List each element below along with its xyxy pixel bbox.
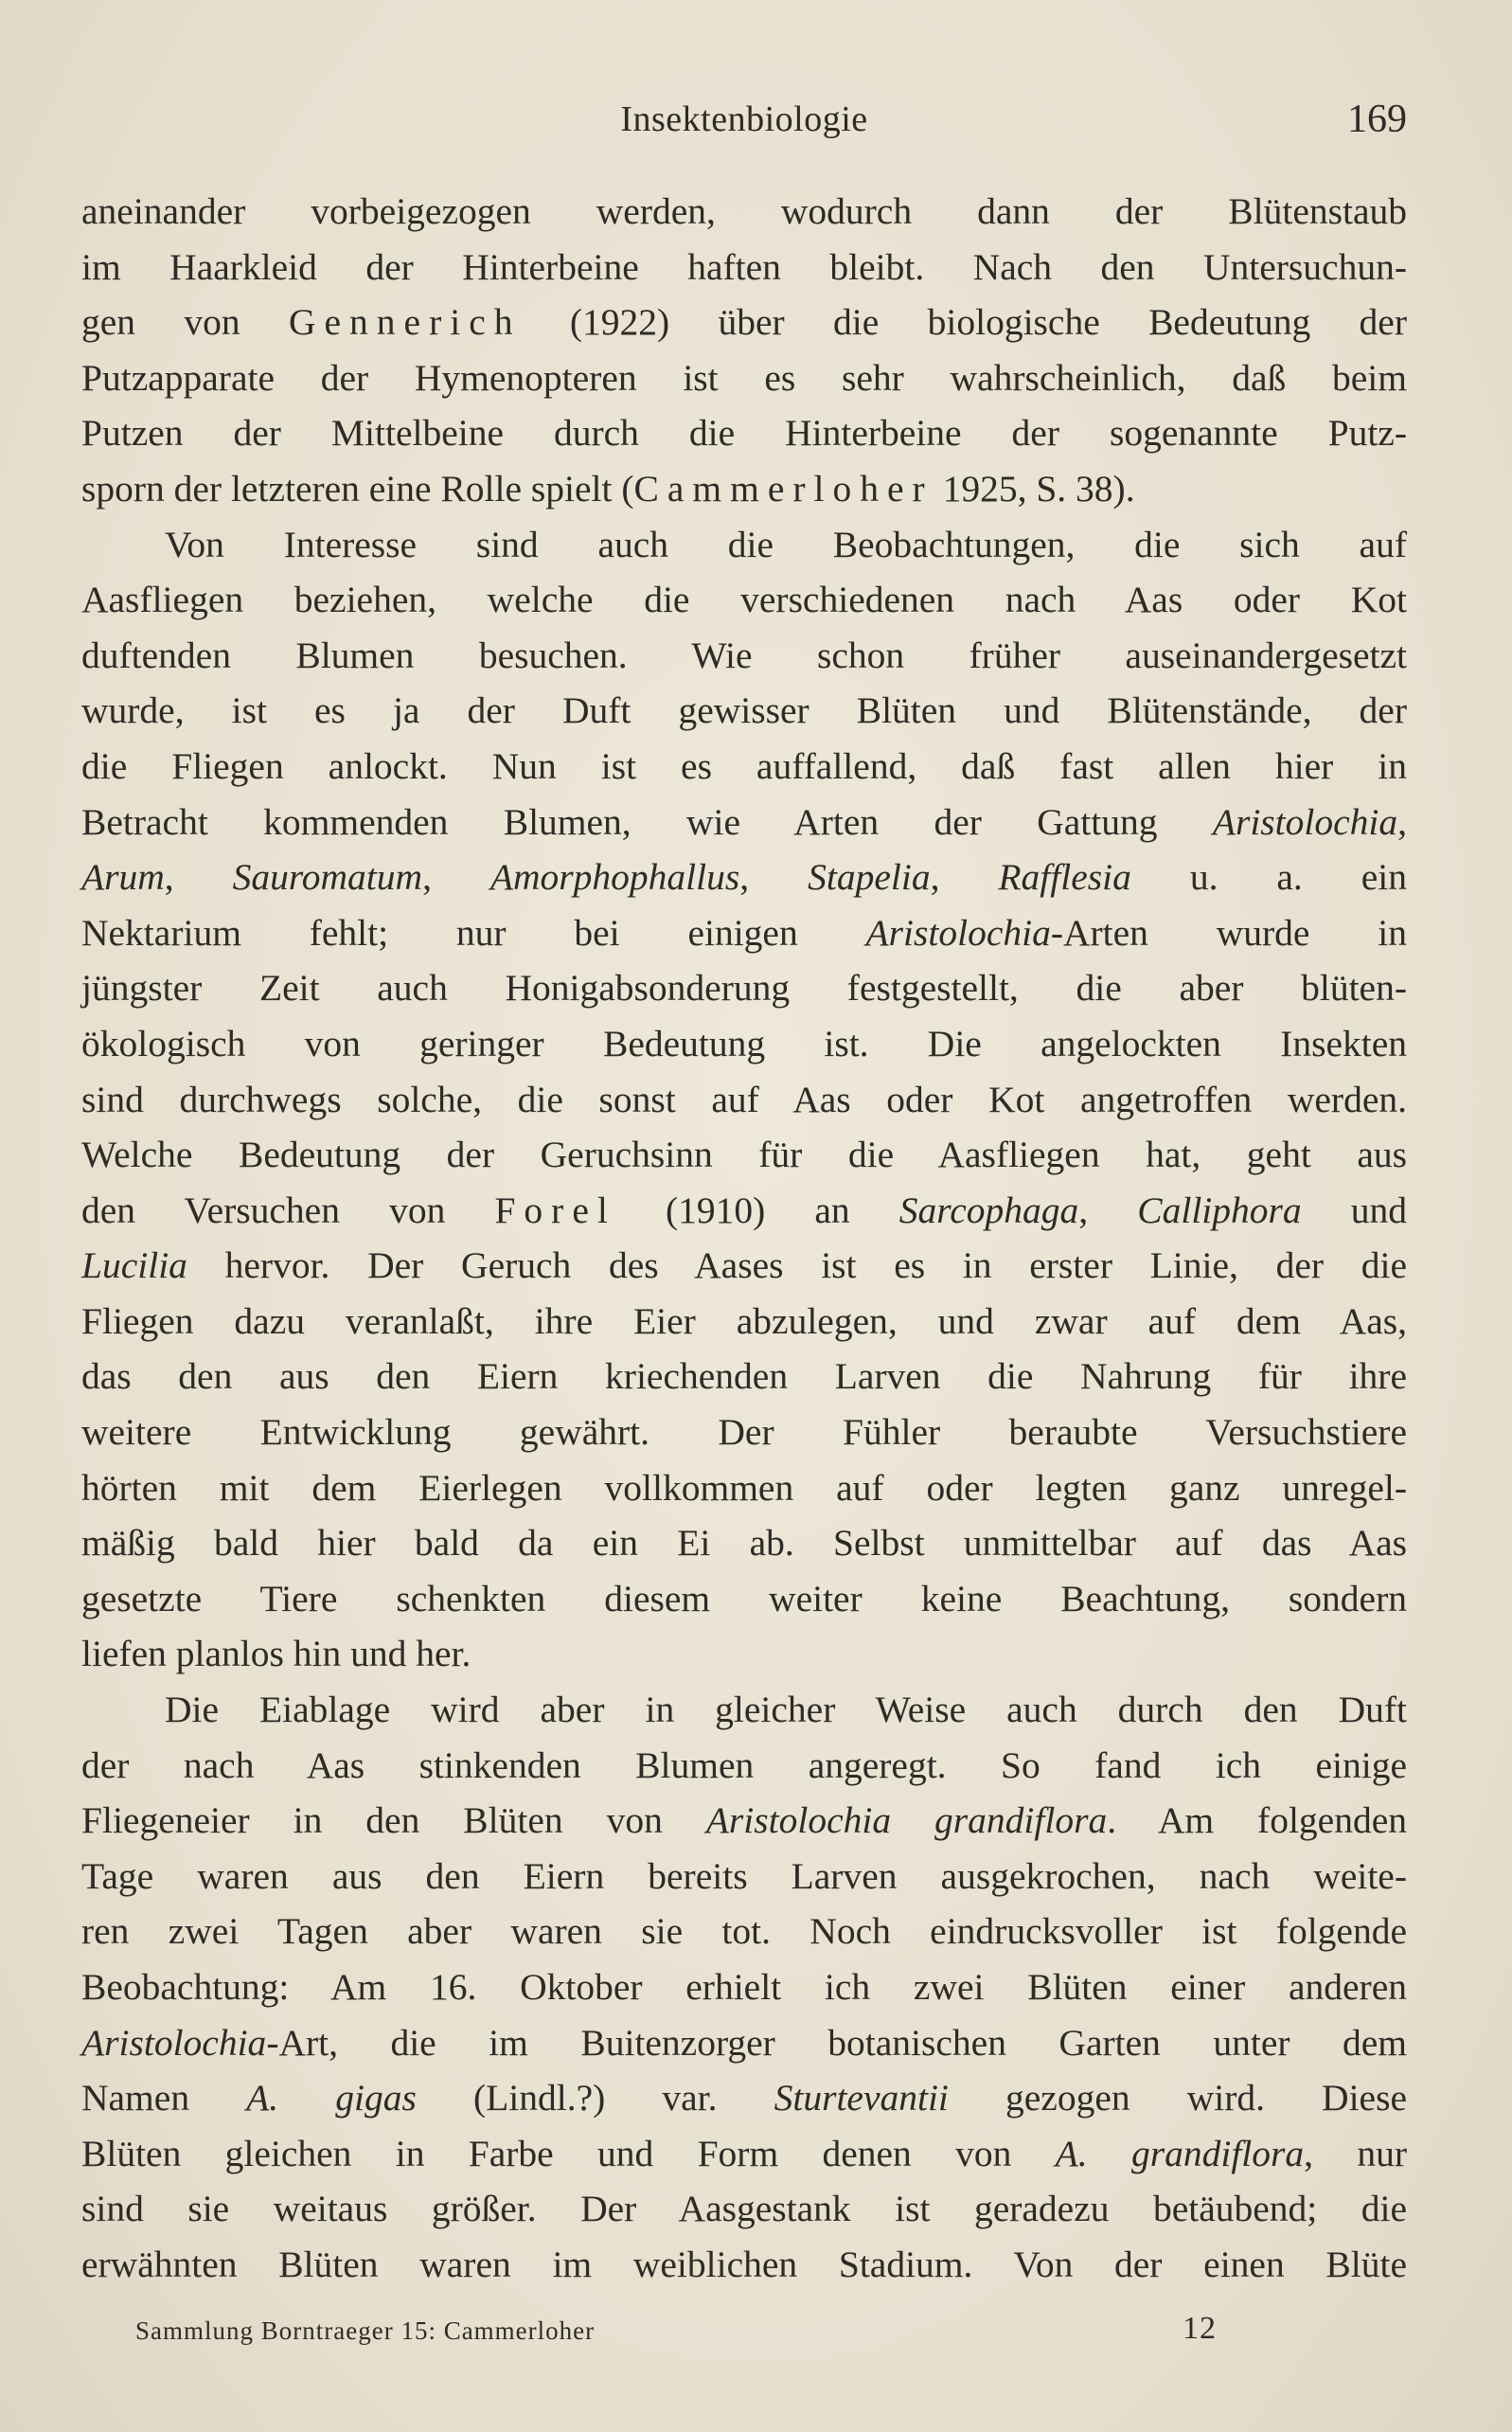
- text-line: [81, 1904, 1407, 1959]
- italic-taxon: Sarcophaga: [898, 1189, 1079, 1231]
- page-header: [81, 95, 1407, 155]
- text-run: hörten mit dem Eierlegen vollkommen auf oder legten ganz unregel-: [81, 1466, 1407, 1509]
- text-line: [81, 1349, 1407, 1404]
- text-line: [81, 2181, 1407, 2237]
- text-run: im Haarkleid der Hinterbeine haften bleibt. Nach den Untersuchun-: [81, 245, 1407, 288]
- text-line: [81, 295, 1407, 350]
- text-line: [81, 1238, 1407, 1294]
- italic-taxon: A. grandiflora: [1055, 2132, 1305, 2174]
- text-run: (1922) über die biologische Bedeutung der: [521, 301, 1407, 344]
- running-title: Insektenbiologie: [620, 99, 868, 139]
- text-line: [81, 849, 1407, 905]
- text-run: das den aus den Eiern kriechenden Larven die Nahrung für ihre: [81, 1355, 1407, 1398]
- text-line: [81, 1515, 1407, 1571]
- text-run: sind durchwegs solche, die sonst auf Aas oder Kot angetroffen werden.: [81, 1078, 1407, 1120]
- italic-taxon: Calliphora: [1137, 1189, 1302, 1231]
- italic-taxon: A. gigas: [246, 2077, 417, 2119]
- text-run: ökologisch von geringer Bedeutung ist. Die angelockten Insekten: [81, 1022, 1407, 1064]
- italic-taxon: Amorphophallus: [489, 856, 740, 899]
- text-run: Nektarium fehlt; nur bei einigen: [81, 911, 866, 954]
- text-run: wurde, ist es ja der Duft gewisser Blüten und Blütenstände, der: [81, 689, 1407, 732]
- spaced-author-name: Gennerich: [288, 301, 522, 344]
- text-run: mäßig bald hier bald da ein Ei ab. Selbst unmittelbar auf das Aas: [81, 1522, 1407, 1565]
- text-run: ,: [1397, 800, 1407, 843]
- page-number: 169: [1347, 98, 1407, 141]
- text-run: Die Eiablage wird aber in gleicher Weise auch durch den Duft: [165, 1689, 1407, 1731]
- text-run: . Am folgenden: [1107, 1799, 1407, 1842]
- text-run: liefen planlos hin und her.: [81, 1633, 471, 1675]
- text-run: der nach Aas stinkenden Blumen angeregt. So fand ich einige: [81, 1744, 1407, 1786]
- text-run: gen von: [81, 301, 289, 344]
- text-line: [81, 1183, 1407, 1239]
- text-run: den Versuchen von: [81, 1189, 495, 1231]
- text-run: gezogen wird. Diese: [948, 2077, 1407, 2119]
- text-line: [81, 461, 1407, 517]
- text-run: aneinander vorbeigezogen werden, wodurch dann der Blütenstaub: [81, 190, 1407, 232]
- text-line: [81, 1460, 1407, 1516]
- text-run: Von Interesse sind auch die Beobachtungen, die sich auf: [165, 523, 1407, 565]
- italic-taxon: Lucilia: [81, 1244, 187, 1287]
- text-run: u. a. ein: [1130, 856, 1408, 899]
- text-run: Blüten gleichen in Farbe und Form denen von: [81, 2132, 1056, 2174]
- text-run: , nur: [1304, 2132, 1407, 2174]
- text-run: (Lindl.?) var.: [416, 2077, 774, 2119]
- spaced-author-name: Cammerloher: [633, 467, 934, 510]
- text-run: sind sie weitaus größer. Der Aasgestank ist geradezu betäubend; die: [81, 2188, 1407, 2230]
- text-run: Beobachtung: Am 16. Oktober erhielt ich zwei Blüten einer anderen: [81, 1966, 1407, 2008]
- italic-taxon: Sauromatum: [232, 856, 423, 899]
- text-run: Aasfliegen beziehen, welche die verschiedenen nach Aas oder Kot: [81, 579, 1407, 621]
- text-run: Welche Bedeutung der Geruchsinn für die Aasfliegen hat, geht aus: [81, 1134, 1407, 1176]
- text-run: gesetzte Tiere schenkten diesem weiter keine Beachtung, sondern: [81, 1577, 1407, 1619]
- text-line: [81, 572, 1407, 628]
- text-line: [81, 2015, 1407, 2071]
- text-run: ,: [739, 856, 809, 899]
- text-run: -Art, die im Buitenzorger botanischen Garten unter dem: [266, 2021, 1407, 2064]
- text-line: [81, 350, 1407, 406]
- text-line: [81, 1404, 1407, 1460]
- italic-taxon: Aristolochia: [81, 2021, 267, 2064]
- text-line: [81, 2126, 1407, 2182]
- text-line: [81, 405, 1407, 461]
- italic-taxon: Arum: [81, 856, 165, 899]
- text-run: Namen: [81, 2077, 247, 2119]
- italic-taxon: Aristolochia: [865, 911, 1051, 954]
- body-text: [81, 184, 1407, 2293]
- text-line: [81, 2070, 1407, 2126]
- text-run: -Arten wurde in: [1050, 911, 1407, 954]
- text-line: [81, 1294, 1407, 1350]
- text-line: [81, 184, 1407, 240]
- text-run: Betracht kommenden Blumen, wie Arten der Gattung: [81, 800, 1213, 843]
- text-line: [81, 905, 1407, 961]
- italic-taxon: Stapelia: [808, 856, 931, 899]
- text-line: [81, 1793, 1407, 1849]
- text-line: [81, 795, 1407, 850]
- footer-series-title: Sammlung Borntraeger 15: Cammerloher: [135, 2316, 596, 2345]
- text-line: [81, 683, 1407, 739]
- text-run: (1910) an: [615, 1189, 899, 1231]
- text-run: 1925, S. 38).: [933, 467, 1135, 510]
- text-run: erwähnten Blüten waren im weiblichen Stadium. Von der einen Blüte: [81, 2243, 1407, 2285]
- text-run: und: [1301, 1189, 1408, 1231]
- spaced-author-name: Forel: [494, 1189, 616, 1231]
- text-run: Putzapparate der Hymenopteren ist es sehr wahrscheinlich, daß beim: [81, 356, 1407, 399]
- text-run: ,: [422, 856, 490, 899]
- text-run: Putzen der Mittelbeine durch die Hinterbeine der sogenannte Putz-: [81, 412, 1407, 455]
- text-run: ren zwei Tagen aber waren sie tot. Noch eindrucksvoller ist folgende: [81, 1910, 1407, 1953]
- text-run: weitere Entwicklung gewährt. Der Fühler beraubte Versuchstiere: [81, 1411, 1407, 1454]
- italic-taxon: Rafflesia: [998, 856, 1131, 899]
- text-line: [81, 517, 1407, 573]
- page-footer: [135, 2309, 1224, 2352]
- text-line: [81, 960, 1407, 1016]
- text-run: ,: [164, 856, 233, 899]
- text-line: [81, 240, 1407, 295]
- italic-taxon: Aristolochia: [1212, 800, 1398, 843]
- text-line: [81, 1072, 1407, 1128]
- text-line: [81, 1127, 1407, 1183]
- text-run: sporn der letzteren eine Rolle spielt (: [81, 467, 634, 510]
- text-line: [81, 1016, 1407, 1072]
- footer-signature-mark: 12: [1183, 2311, 1217, 2346]
- text-run: duftenden Blumen besuchen. Wie schon früher auseinandergesetzt: [81, 634, 1407, 676]
- text-run: Tage waren aus den Eiern bereits Larven ausgekrochen, nach weite-: [81, 1854, 1407, 1897]
- text-line: [81, 2237, 1407, 2293]
- text-run: ,: [930, 856, 999, 899]
- text-run: ,: [1078, 1189, 1138, 1231]
- text-line: [81, 1626, 1407, 1682]
- text-line: [81, 1849, 1407, 1904]
- text-run: die Fliegen anlockt. Nun ist es auffallend, daß fast allen hier in: [81, 744, 1407, 787]
- text-run: Fliegen dazu veranlaßt, ihre Eier abzulegen, und zwar auf dem Aas,: [81, 1299, 1407, 1342]
- text-line: [81, 628, 1407, 684]
- text-line: [81, 1738, 1407, 1794]
- text-line: [81, 1571, 1407, 1627]
- text-line: [81, 739, 1407, 795]
- text-line: [81, 1682, 1407, 1738]
- italic-taxon: Sturtevantii: [774, 2077, 949, 2119]
- text-line: [81, 1959, 1407, 2015]
- text-run: jüngster Zeit auch Honigabsonderung festgestellt, die aber blüten-: [81, 967, 1407, 1010]
- text-run: Fliegeneier in den Blüten von: [81, 1799, 706, 1842]
- italic-taxon: Aristolochia grandiflora: [705, 1799, 1108, 1842]
- text-run: hervor. Der Geruch des Aases ist es in erster Linie, der die: [187, 1244, 1407, 1287]
